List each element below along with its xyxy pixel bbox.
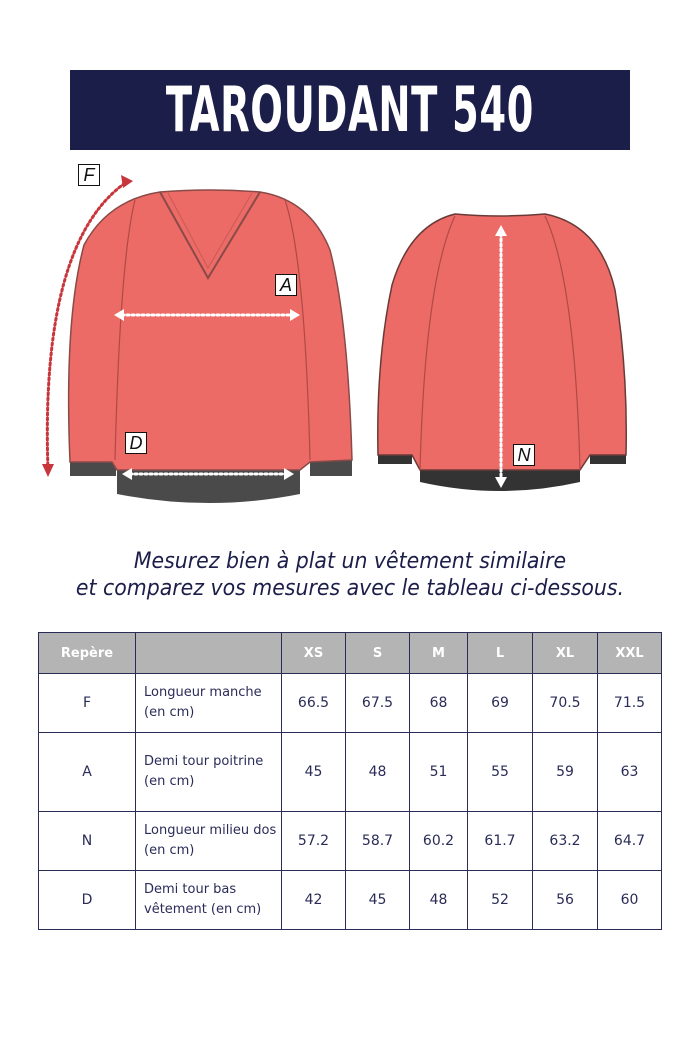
table-row [39, 871, 662, 930]
instructions-line-1: Mesurez bien à plat un vêtement similaire [133, 549, 567, 574]
marker-label-d: D [125, 432, 147, 454]
cell-xs: 42 [282, 871, 346, 930]
marker-label-n: N [513, 444, 535, 466]
row-ref: D [39, 871, 136, 930]
product-title: TAROUDANT 540 [165, 73, 535, 146]
desc-line-2: (en cm) [144, 705, 195, 720]
front-sweater-icon [42, 175, 352, 503]
desc-line-2: vêtement (en cm) [144, 902, 262, 917]
cell-m: 51 [410, 733, 468, 812]
cell-l: 61.7 [468, 812, 533, 871]
row-ref: N [39, 812, 136, 871]
cell-l: 52 [468, 871, 533, 930]
cell-s: 58.7 [346, 812, 410, 871]
row-description [136, 812, 282, 871]
instructions-line-2: et comparez vos mesures avec le tableau ci-dessous. [75, 576, 625, 601]
table-header-row [39, 633, 662, 674]
header-size-xl: XL [533, 633, 598, 674]
row-description [136, 871, 282, 930]
cell-s: 48 [346, 733, 410, 812]
table-row [39, 674, 662, 733]
cell-xxl: 64.7 [598, 812, 662, 871]
cell-l: 55 [468, 733, 533, 812]
cell-m: 48 [410, 871, 468, 930]
desc-line-2: (en cm) [144, 843, 195, 858]
desc-line-2: (en cm) [144, 774, 195, 789]
desc-line-1: Longueur manche [144, 685, 262, 700]
cell-s: 67.5 [346, 674, 410, 733]
header-size-l: L [468, 633, 533, 674]
row-description [136, 733, 282, 812]
header-repere: Repère [39, 633, 136, 674]
table-row [39, 733, 662, 812]
garment-illustration [0, 155, 700, 525]
title-banner [70, 70, 630, 150]
desc-line-1: Demi tour bas [144, 882, 237, 897]
cell-xs: 66.5 [282, 674, 346, 733]
desc-line-1: Demi tour poitrine [144, 754, 264, 769]
marker-label-f: F [78, 164, 100, 186]
row-ref: A [39, 733, 136, 812]
cell-xl: 70.5 [533, 674, 598, 733]
desc-line-1: Longueur milieu dos [144, 823, 277, 838]
header-size-xxl: XXL [598, 633, 662, 674]
header-description [136, 633, 282, 674]
marker-label-a: A [275, 274, 297, 296]
row-description [136, 674, 282, 733]
size-chart-table [38, 632, 662, 930]
cell-xxl: 71.5 [598, 674, 662, 733]
cell-xl: 63.2 [533, 812, 598, 871]
cell-s: 45 [346, 871, 410, 930]
cell-xxl: 63 [598, 733, 662, 812]
cell-xs: 57.2 [282, 812, 346, 871]
cell-xl: 56 [533, 871, 598, 930]
header-size-m: M [410, 633, 468, 674]
header-size-s: S [346, 633, 410, 674]
header-size-xs: XS [282, 633, 346, 674]
cell-m: 60.2 [410, 812, 468, 871]
cell-m: 68 [410, 674, 468, 733]
cell-xl: 59 [533, 733, 598, 812]
table-row [39, 812, 662, 871]
cell-xs: 45 [282, 733, 346, 812]
back-sweater-icon [378, 214, 626, 491]
row-ref: F [39, 674, 136, 733]
cell-l: 69 [468, 674, 533, 733]
measurement-instructions [0, 548, 700, 602]
cell-xxl: 60 [598, 871, 662, 930]
